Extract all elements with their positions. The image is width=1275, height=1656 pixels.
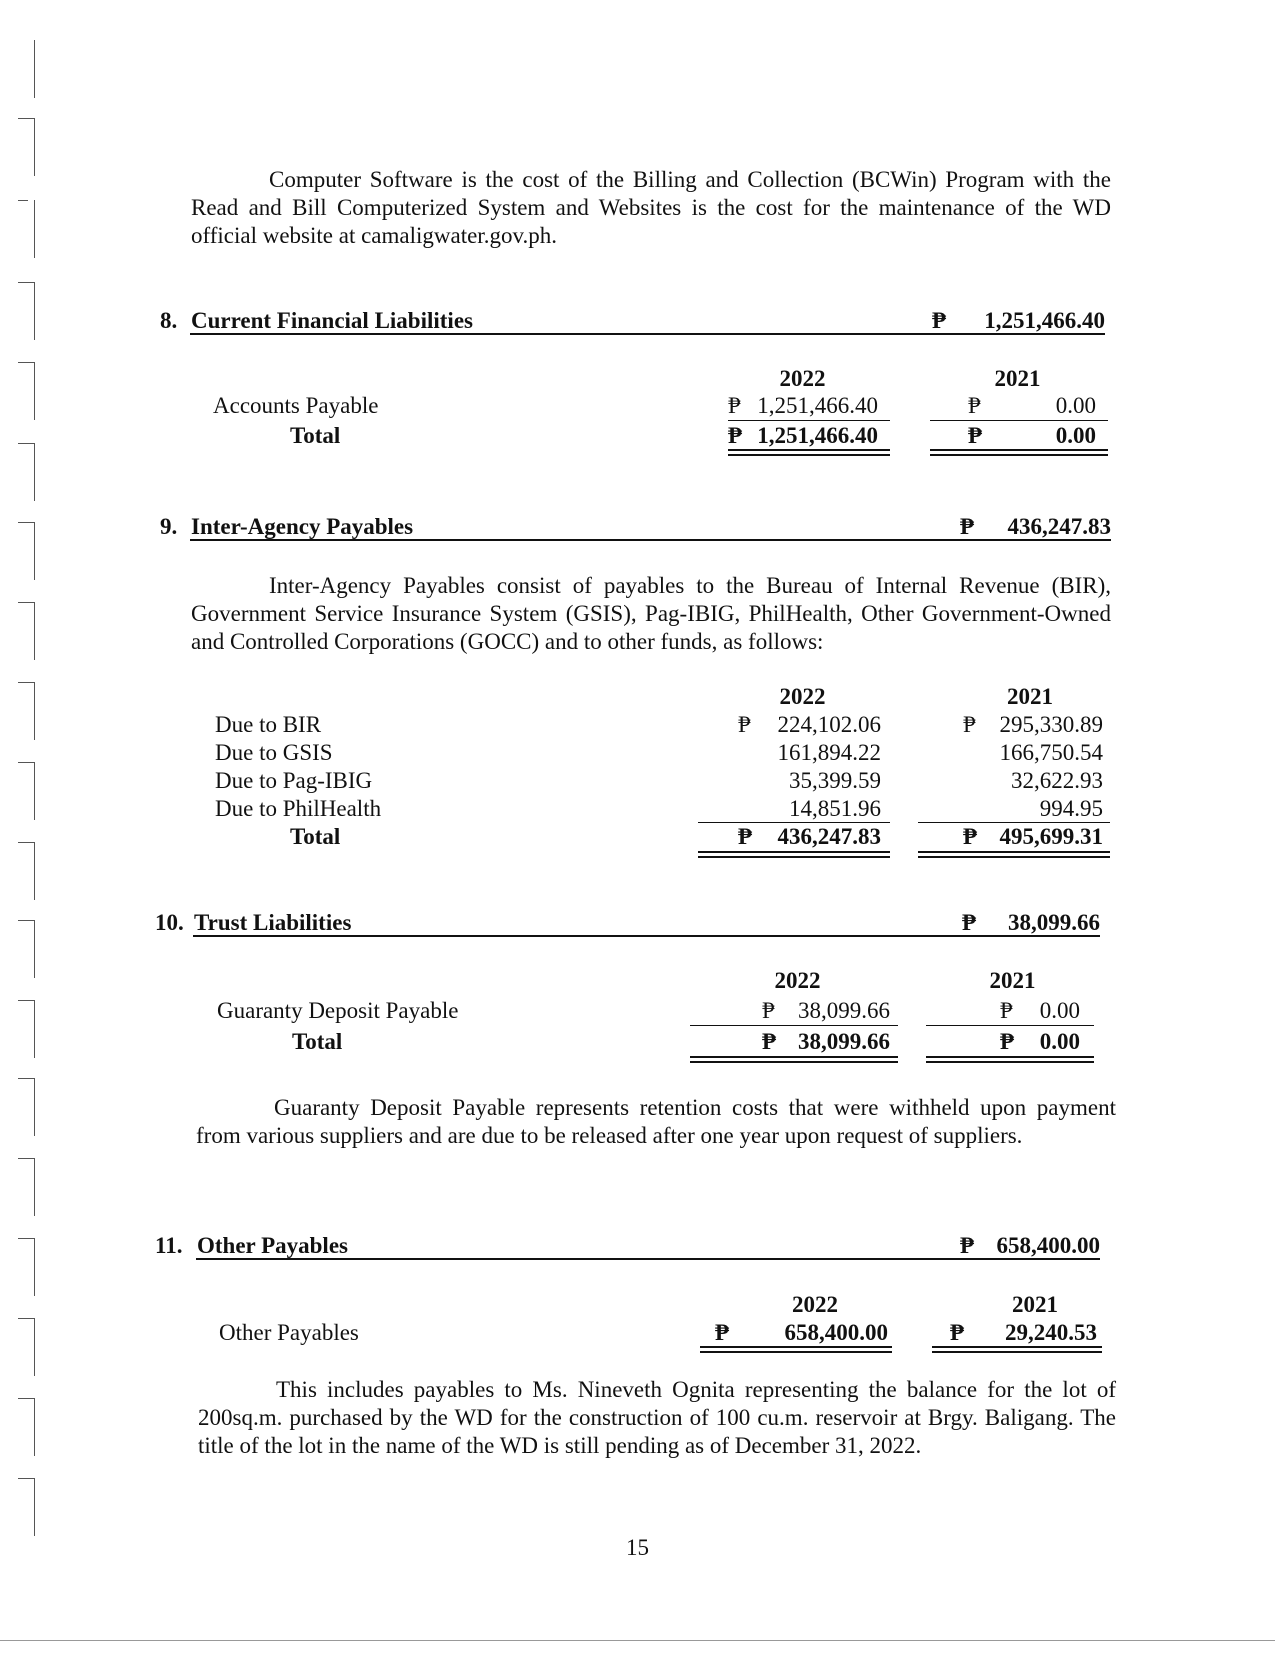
accounts-payable-2021: 0.00 — [1055, 393, 1096, 418]
note11-total-rule-2021 — [932, 1346, 1102, 1353]
other-payables-2021: 29,240.53 — [1005, 1320, 1097, 1345]
note9-heading-rule — [190, 539, 1111, 541]
note10-total-2021: 0.00 — [1039, 1029, 1080, 1054]
note8-total-rule-2022 — [728, 449, 890, 456]
other-payables-2022: 658,400.00 — [784, 1320, 888, 1345]
note8-subtotal-rule-2022 — [728, 420, 890, 421]
note9-total-2022: 436,247.83 — [777, 824, 881, 849]
note8-total-2021-peso: ₱ — [968, 423, 983, 448]
inter-agency-paragraph: Inter-Agency Payables consist of payables to the Bureau of Internal Revenue (BIR), Government Service Insurance System (GSIS), Pag-IBIG, PhilHealth, Other Government-Owned and Controlled Corporations (GOCC) and to other funds, as follows: — [191, 573, 1111, 654]
note9-subtotal-rule-2022 — [698, 822, 890, 823]
note8-title: Current Financial Liabilities — [191, 308, 473, 333]
note9-year-2022: 2022 — [779, 684, 826, 709]
note8-total-rule-2021 — [930, 449, 1108, 456]
note11-peso-sign: ₱ — [960, 1233, 975, 1258]
note8-subtotal-rule-2021 — [930, 420, 1108, 421]
guaranty-deposit-2022-peso: ₱ — [762, 998, 775, 1023]
note8-year-2021: 2021 — [994, 366, 1041, 391]
note9-total-rule-2021 — [918, 851, 1110, 858]
note9-total-2021-peso: ₱ — [963, 824, 978, 849]
note9-year-2021: 2021 — [1007, 684, 1053, 709]
other-payables-label: Other Payables — [219, 1320, 359, 1345]
note10-year-2021: 2021 — [989, 968, 1036, 993]
note9-number: 9. — [160, 514, 178, 539]
note8-number: 8. — [160, 308, 178, 333]
note10-title: Trust Liabilities — [194, 910, 352, 935]
note8-peso-sign: ₱ — [932, 308, 947, 333]
due-to-pag-ibig-label: Due to Pag-IBIG — [215, 768, 373, 793]
due-to-bir-2022: 224,102.06 — [777, 712, 881, 737]
note10-year-2022: 2022 — [774, 968, 821, 993]
due-to-gsis-label: Due to GSIS — [215, 740, 333, 765]
note11-year-2021: 2021 — [1012, 1292, 1058, 1317]
note9-total-2021: 495,699.31 — [999, 824, 1103, 849]
due-to-pag-ibig-2022: 35,399.59 — [789, 768, 881, 793]
note10-total-label: Total — [292, 1029, 343, 1054]
note11-number: 11. — [155, 1233, 183, 1258]
due-to-bir-2021: 295,330.89 — [999, 712, 1103, 737]
note11-year-2022: 2022 — [792, 1292, 838, 1317]
note11-total-rule-2022 — [700, 1346, 892, 1353]
due-to-philhealth-label: Due to PhilHealth — [215, 796, 382, 821]
note9-subtotal-rule-2021 — [918, 822, 1110, 823]
due-to-gsis-2022: 161,894.22 — [777, 740, 881, 765]
due-to-philhealth-2022: 14,851.96 — [789, 796, 881, 821]
note9-title: Inter-Agency Payables — [191, 514, 414, 539]
guaranty-deposit-2022: 38,099.66 — [798, 998, 890, 1023]
page-number: 15 — [626, 1535, 649, 1560]
due-to-pag-ibig-2021: 32,622.93 — [1011, 768, 1103, 793]
note8-total-label: Total — [290, 423, 341, 448]
note10-number: 10. — [155, 910, 184, 935]
note9-total-2022-peso: ₱ — [738, 824, 753, 849]
note10-heading-rule — [193, 935, 1100, 937]
note8-year-2022: 2022 — [779, 366, 826, 391]
guaranty-deposit-label: Guaranty Deposit Payable — [217, 998, 459, 1023]
other-payables-2021-peso: ₱ — [950, 1320, 965, 1345]
due-to-bir-2021-peso: ₱ — [963, 712, 976, 737]
note10-total-rule-2021 — [926, 1056, 1094, 1063]
note9-peso-sign: ₱ — [960, 514, 975, 539]
note10-total-2021-peso: ₱ — [1000, 1029, 1015, 1054]
note8-heading-rule — [190, 333, 1105, 335]
note10-total-2022-peso: ₱ — [762, 1029, 777, 1054]
note9-total-rule-2022 — [698, 851, 890, 858]
scan-bottom-edge — [0, 1640, 1275, 1641]
other-payables-paragraph: This includes payables to Ms. Nineveth Ognita representing the balance for the lot of 200sq.m. purchased by the WD for the construction of 100 cu.m. reservoir at Brgy. Baligang. The title of the lot in the name of the WD is still pending as of December 31, 2022. — [198, 1377, 1116, 1458]
note8-amount: 1,251,466.40 — [984, 308, 1105, 333]
note11-heading-rule — [196, 1258, 1100, 1260]
accounts-payable-2022: 1,251,466.40 — [757, 393, 878, 418]
guaranty-deposit-2021: 0.00 — [1039, 998, 1080, 1023]
note11-amount: 658,400.00 — [996, 1233, 1100, 1258]
due-to-bir-2022-peso: ₱ — [738, 712, 751, 737]
note8-total-2021: 0.00 — [1055, 423, 1096, 448]
due-to-bir-label: Due to BIR — [215, 712, 322, 737]
note10-total-2022: 38,099.66 — [798, 1029, 890, 1054]
note10-amount: 38,099.66 — [1008, 910, 1100, 935]
other-payables-2022-peso: ₱ — [715, 1320, 730, 1345]
due-to-philhealth-2021: 994.95 — [1039, 796, 1103, 821]
note10-subtotal-rule-2021 — [926, 1025, 1094, 1026]
note11-title: Other Payables — [197, 1233, 348, 1258]
note10-peso-sign: ₱ — [962, 910, 977, 935]
software-paragraph: Computer Software is the cost of the Billing and Collection (BCWin) Program with the Read and Bill Computerized System and Websites is the cost for the maintenance of the WD official website at camaligwater.gov.ph. — [191, 167, 1111, 248]
accounts-payable-2022-peso: ₱ — [728, 393, 741, 418]
note8-total-2022: 1,251,466.40 — [757, 423, 878, 448]
note8-total-2022-peso: ₱ — [728, 423, 743, 448]
note10-subtotal-rule-2022 — [690, 1025, 898, 1026]
note10-total-rule-2022 — [690, 1056, 898, 1063]
guaranty-deposit-paragraph: Guaranty Deposit Payable represents retention costs that were withheld upon payment from various suppliers and are due to be released after one year upon request of suppliers. — [196, 1095, 1116, 1148]
guaranty-deposit-2021-peso: ₱ — [1000, 998, 1013, 1023]
accounts-payable-2021-peso: ₱ — [968, 393, 981, 418]
accounts-payable-label: Accounts Payable — [213, 393, 379, 418]
note9-amount: 436,247.83 — [1007, 514, 1111, 539]
note9-total-label: Total — [290, 824, 341, 849]
due-to-gsis-2021: 166,750.54 — [999, 740, 1103, 765]
